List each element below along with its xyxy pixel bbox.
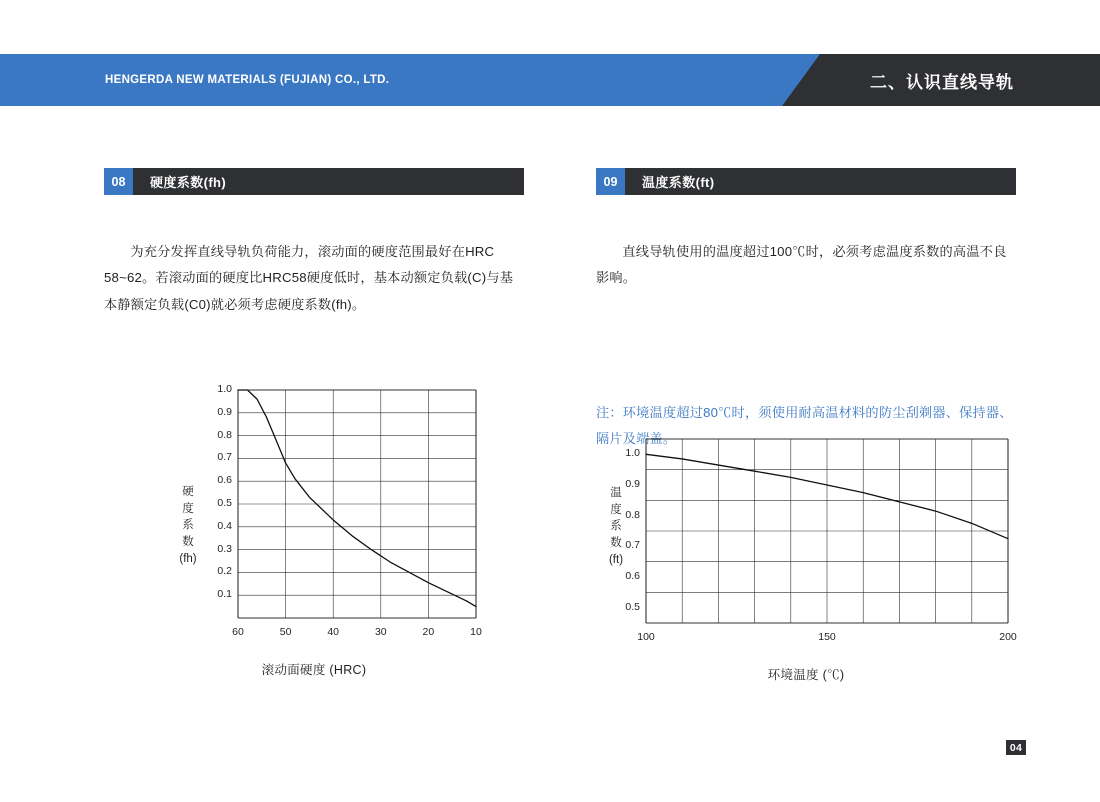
right-column	[596, 168, 1016, 451]
y-tick-label: 0.5	[217, 497, 232, 509]
note-temperature: 注：环境温度超过80℃时，须使用耐高温材料的防尘刮剃器、保持器、隔片及端盖。	[596, 404, 1013, 446]
y-tick-label: 0.8	[217, 428, 232, 441]
page-header	[0, 54, 1100, 106]
x-tick-label: 150	[818, 631, 836, 643]
x-tick-label: 40	[327, 626, 340, 638]
y-tick-label: 0.8	[625, 508, 640, 521]
y-tick-label: 1.0	[625, 447, 640, 460]
y-tick-label: 0.9	[625, 478, 640, 490]
left-column	[104, 168, 524, 318]
section-number-09: 09	[596, 168, 625, 195]
section-header-temperature	[596, 168, 1016, 195]
hardness-chart-xlabel: 滚动面硬度 (HRC)	[261, 663, 367, 677]
temperature-chart-plot	[596, 425, 1016, 655]
y-tick-label: 0.9	[217, 405, 232, 418]
y-tick-label: 1.0	[217, 383, 232, 395]
paragraph-hardness: 为充分发挥直线导轨负荷能力，滚动面的硬度范围最好在HRC 58~62。若滚动面的硬度比HRC58硬度低时，基本动额定负载(C)与基本静额定负载(C0)就必须考虑硬度系数(fh)。	[104, 244, 514, 312]
x-tick-label: 10	[470, 626, 482, 638]
y-tick-label: 0.1	[217, 588, 232, 601]
x-tick-label: 60	[232, 626, 244, 638]
y-tick-label: 0.6	[217, 474, 232, 487]
y-tick-label: 0.5	[625, 600, 640, 613]
hardness-chart-ylabel: 硬 度 系 数 (fh)	[179, 486, 197, 565]
section-label-temperature: 温度系数(ft)	[642, 175, 715, 190]
x-tick-label: 50	[279, 626, 292, 638]
y-tick-label: 0.6	[625, 570, 640, 582]
x-tick-label: 20	[422, 626, 435, 638]
section-title: 二、认识直线导轨	[870, 72, 1014, 92]
y-tick-label: 0.2	[217, 565, 232, 578]
x-tick-label: 100	[637, 631, 655, 643]
hardness-chart-plot	[104, 380, 524, 650]
y-tick-label: 0.7	[625, 539, 640, 552]
y-tick-label: 0.7	[217, 451, 232, 464]
section-header-hardness	[104, 168, 524, 195]
x-tick-label: 200	[999, 631, 1017, 643]
y-tick-label: 0.4	[217, 519, 232, 532]
company-name: HENGERDA NEW MATERIALS (FUJIAN) CO., LTD.	[105, 74, 390, 86]
temperature-chart-xlabel: 环境温度 (℃)	[767, 668, 845, 682]
temperature-factor-chart	[596, 425, 1016, 685]
section-number-08: 08	[104, 168, 133, 195]
y-tick-label: 0.3	[217, 542, 232, 555]
paragraph-temperature: 直线导轨使用的温度超过100℃时，必须考虑温度系数的高温不良影响。	[596, 244, 1007, 286]
page-number: 04	[1006, 740, 1026, 755]
temperature-chart-ylabel: 温 度 系 数 (ft)	[608, 487, 624, 566]
section-label-hardness: 硬度系数(fh)	[150, 175, 227, 190]
x-tick-label: 30	[374, 626, 387, 638]
hardness-factor-chart	[104, 380, 524, 680]
